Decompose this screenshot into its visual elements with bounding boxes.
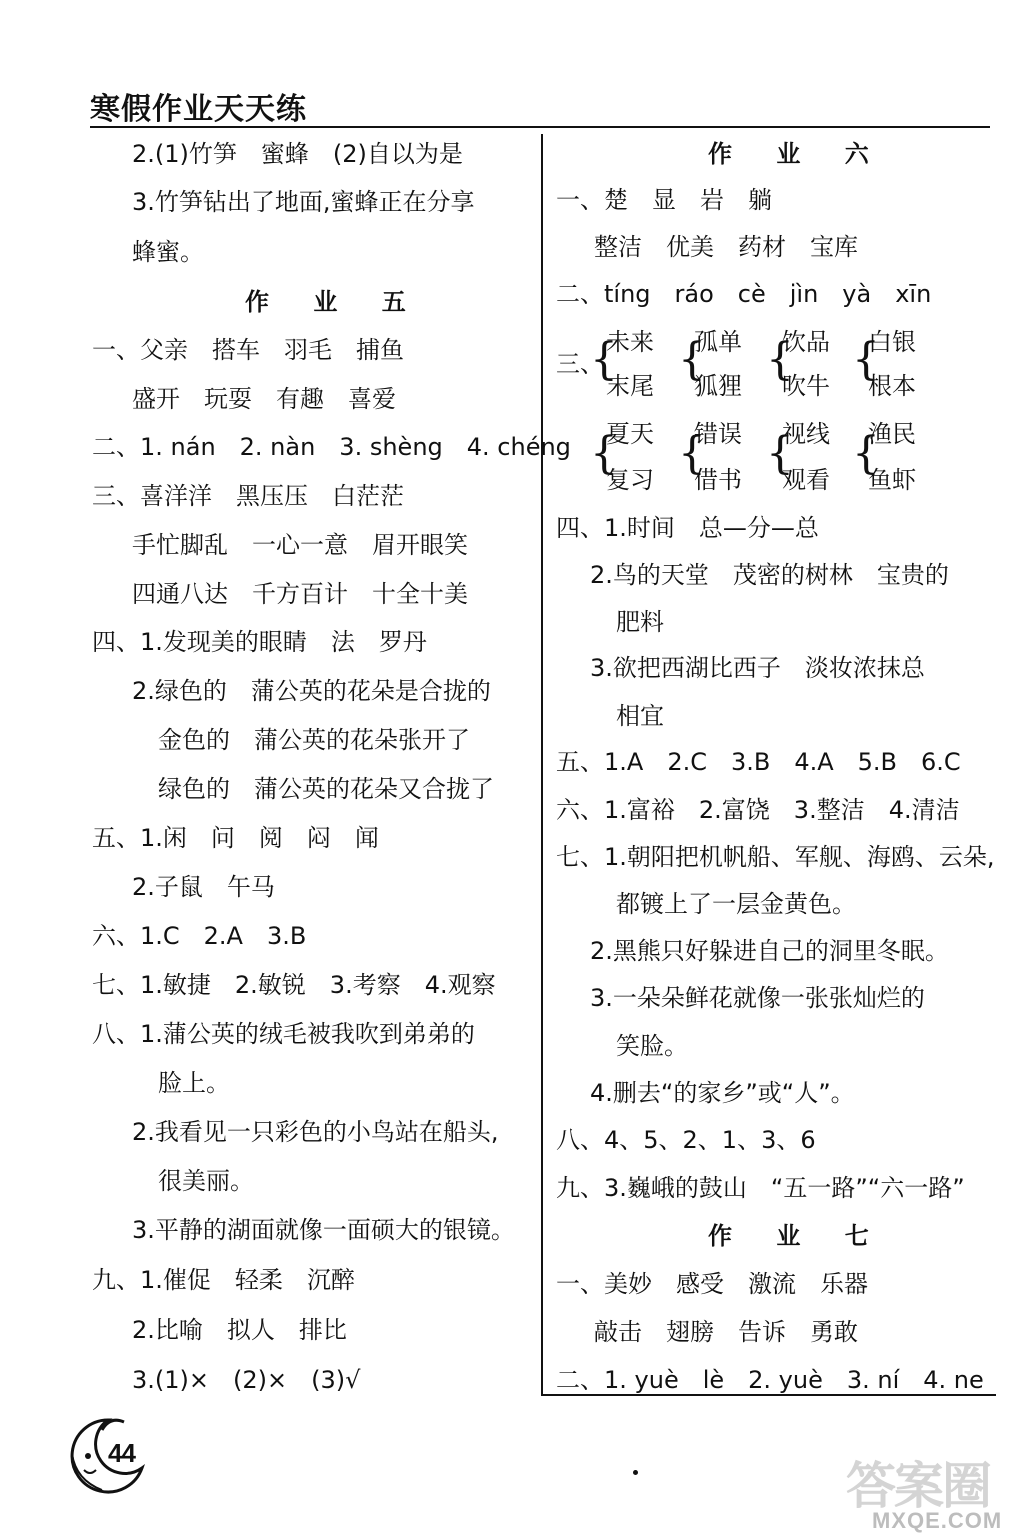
word-pair-top: 渔民 [868,420,916,448]
answer-line: 3.一朵朵鲜花就像一张张灿烂的 [590,984,925,1012]
answer-line: 3.欲把西湖比西子 淡妆浓抹总 [590,654,925,682]
header-rule [90,126,990,128]
word-pair-bottom: 借书 [694,466,742,494]
answer-line: 手忙脚乱 一心一意 眉开眼笑 [132,531,468,559]
section-heading-5: 作 业 五 [245,288,424,316]
answer-line: 九、1.催促 轻柔 沉醉 [92,1266,355,1294]
answer-line: 八、1.蒲公英的绒毛被我吹到弟弟的 [92,1020,475,1048]
answer-line: 八、4、5、2、1、3、6 [556,1126,816,1154]
answer-line: 一、父亲 搭车 羽毛 捕鱼 [92,336,404,364]
word-pair-top: 白银 [868,328,916,356]
answer-line: 五、1.闲 问 阅 闷 闻 [92,824,379,852]
answer-line: 盛开 玩耍 有趣 喜爱 [132,385,396,413]
word-pair-top: 未来 [606,328,654,356]
word-pair-top: 夏天 [606,420,654,448]
answer-line: 敲击 翅膀 告诉 勇敢 [594,1318,858,1346]
word-pair-bottom: 狐狸 [694,372,742,400]
brace-icon: { [766,428,794,479]
brace-icon: { [852,428,880,479]
brace-icon: { [852,334,880,385]
section-label-3: 三、 [556,350,604,378]
answer-line: 四、1.时间 总—分—总 [556,514,819,542]
brace-icon: { [678,334,706,385]
answer-line: 2.我看见一只彩色的小鸟站在船头, [132,1118,499,1146]
answer-line: 三、喜洋洋 黑压压 白茫茫 [92,482,404,510]
answer-line: 绿色的 蒲公英的花朵又合拢了 [158,775,494,803]
section-heading-6: 作 业 六 [708,140,887,168]
book-title: 寒假作业天天练 [90,92,307,127]
brace-icon: { [590,334,618,385]
answer-line: 笑脸。 [616,1032,688,1060]
watermark-logo: 答案圈 [846,1457,990,1515]
stray-dot [633,1470,638,1475]
word-pair-top: 错误 [694,420,742,448]
answer-line: 3.竹笋钻出了地面,蜜蜂正在分享 [132,188,475,216]
answer-line: 二、1. yuè lè 2. yuè 3. ní 4. ne [556,1366,984,1394]
word-pair-top: 视线 [782,420,830,448]
column-divider [541,134,543,1396]
answer-line: 2.绿色的 蒲公英的花朵是合拢的 [132,677,491,705]
watermark-url: MXQE.COM [872,1508,1003,1533]
answer-line: 七、1.朝阳把机帆船、军舰、海鸥、云朵, [556,843,995,871]
answer-line: 3.平静的湖面就像一面硕大的银镜。 [132,1216,515,1244]
answer-line: 四通八达 千方百计 十全十美 [132,580,468,608]
answer-line: 脸上。 [158,1069,230,1097]
word-pair-bottom: 根本 [868,372,916,400]
page-number: 44 [108,1438,135,1468]
answer-line: 七、1.敏捷 2.敏锐 3.考察 4.观察 [92,971,496,999]
answer-line: 2.子鼠 午马 [132,873,275,901]
answer-line: 相宜 [616,702,664,730]
answer-line: 蜂蜜。 [132,238,204,266]
answer-line: 肥料 [616,608,664,636]
answer-line: 2.(1)竹笋 蜜蜂 (2)自以为是 [132,140,463,168]
answer-line: 六、1.C 2.A 3.B [92,922,307,950]
answer-line: 一、美妙 感受 激流 乐器 [556,1270,868,1298]
answer-line: 整洁 优美 药材 宝库 [594,233,858,261]
answer-line: 二、tíng ráo cè jìn yà xīn [556,280,932,308]
brace-icon: { [590,428,618,479]
answer-line: 2.黑熊只好躲进自己的洞里冬眠。 [590,937,949,965]
answer-line: 二、1. nán 2. nàn 3. shèng 4. chéng [92,433,571,461]
brace-icon: { [678,428,706,479]
answer-line: 3.(1)× (2)× (3)√ [132,1366,361,1394]
brace-icon: { [766,334,794,385]
answer-line: 金色的 蒲公英的花朵张开了 [158,726,470,754]
answer-line: 九、3.巍峨的鼓山 “五一路”“六一路” [556,1174,965,1202]
answer-line: 4.删去“的家乡”或“人”。 [590,1079,855,1107]
word-pair-bottom: 吹牛 [782,372,830,400]
word-pair-bottom: 鱼虾 [868,466,916,494]
word-pair-bottom: 复习 [606,466,654,494]
section-heading-7: 作 业 七 [708,1222,887,1250]
answer-line: 六、1.富裕 2.富饶 3.整洁 4.清洁 [556,796,960,824]
answer-line: 2.鸟的天堂 茂密的树林 宝贵的 [590,561,949,589]
answer-line: 都镀上了一层金黄色。 [616,890,856,918]
word-pair-bottom: 观看 [782,466,830,494]
answer-line: 一、楚 显 岩 躺 [556,186,772,214]
answer-line: 很美丽。 [158,1167,254,1195]
word-pair-bottom: 末尾 [606,372,654,400]
answer-line: 四、1.发现美的眼睛 法 罗丹 [92,628,427,656]
word-pair-top: 饮品 [782,328,830,356]
answer-line: 五、1.A 2.C 3.B 4.A 5.B 6.C [556,748,961,776]
word-pair-top: 孤单 [694,328,742,356]
answer-line: 2.比喻 拟人 排比 [132,1316,347,1344]
